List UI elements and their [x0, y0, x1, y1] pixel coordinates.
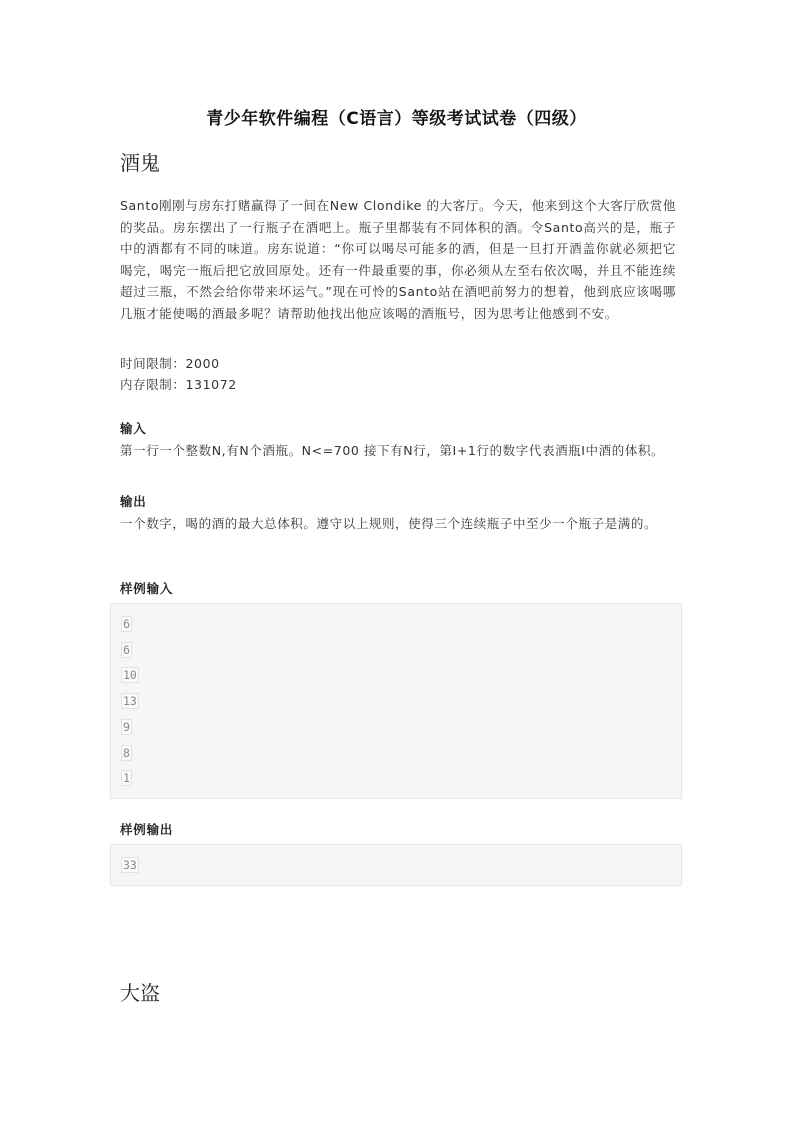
input-heading: 输入 [120, 421, 147, 436]
document-title: 青少年软件编程（C语言）等级考试试卷（四级） [206, 109, 587, 129]
code-line: 8 [123, 745, 130, 760]
code-line: 6 [123, 642, 130, 657]
sample-input-heading: 样例输入 [120, 581, 174, 596]
problem-description: Santo刚刚与房东打赌赢得了一间在New Clondike 的大客厅。今天，他来到这个大客厅欣赏他的奖品。房东摆出了一行瓶子在酒吧上。瓶子里都装有不同体积的酒。令Santo高兴的是，瓶子中的酒都有不同的味道。房东说道：“你可以喝尽可能多的酒，但是一旦打开酒盖你就必须把它喝完，喝完一瓶后把它放回原处。还有一件最重要的事，你必须从左至右依次喝，并且不能连续超过三瓶，不然会给你带来坏运气。”现在可怜的Santo站在酒吧前努力的想着，他到底应该喝哪几瓶才能使喝的酒最多呢？请帮助他找出他应该喝的酒瓶号，因为思考让他感到不安。 [120, 198, 676, 321]
code-line: 9 [123, 719, 130, 734]
memory-limit: 内存限制：131072 [120, 377, 237, 392]
limits-block [120, 353, 237, 395]
time-limit: 时间限制：2000 [120, 356, 220, 371]
sample-output-heading: 样例输出 [120, 822, 174, 837]
problem-title: 酒鬼 [120, 151, 160, 175]
sample-output-box [110, 844, 682, 886]
output-heading: 输出 [120, 494, 147, 509]
next-problem-title: 大盗 [120, 981, 160, 1005]
code-line: 13 [123, 694, 137, 709]
code-line: 33 [123, 858, 137, 872]
input-description: 第一行一个整数N,有N个酒瓶。N<=700 接下有N行，第I+1行的数字代表酒瓶I中酒的体积。 [120, 443, 665, 458]
code-line: 1 [123, 771, 130, 786]
output-description: 一个数字，喝的酒的最大总体积。遵守以上规则，使得三个连续瓶子中至少一个瓶子是满的。 [120, 516, 658, 531]
sample-input-box [110, 603, 682, 799]
code-line: 10 [123, 668, 137, 683]
code-line: 6 [123, 617, 130, 631]
